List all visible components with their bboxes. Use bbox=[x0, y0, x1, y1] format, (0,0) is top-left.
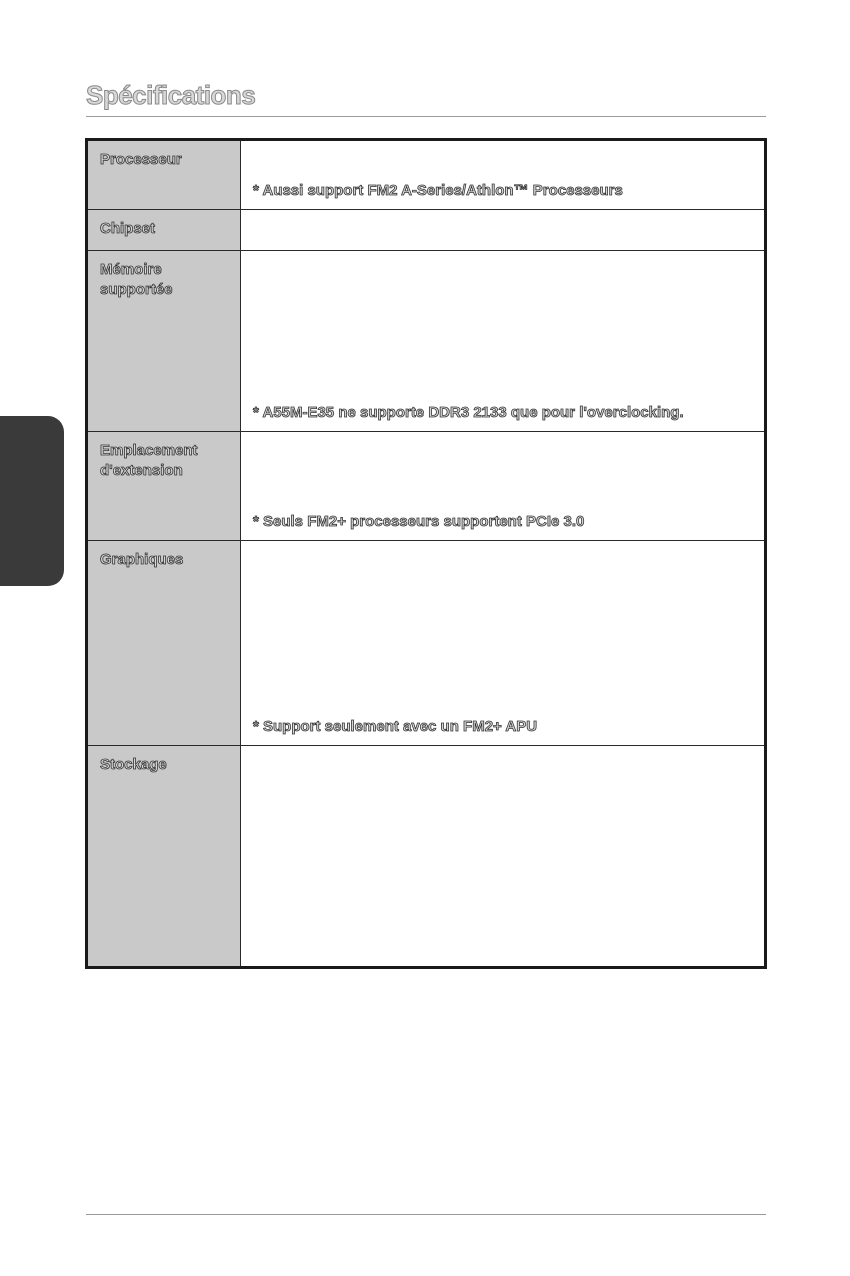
chapter-side-tab bbox=[0, 416, 64, 586]
title-divider bbox=[86, 116, 766, 117]
spec-content bbox=[241, 210, 766, 251]
spec-content bbox=[241, 251, 766, 432]
spec-content bbox=[241, 140, 766, 210]
spec-row-memoire bbox=[87, 251, 766, 432]
spec-label: Mémoire supportée bbox=[87, 251, 241, 432]
specifications-table bbox=[85, 138, 767, 969]
spec-row-graphiques bbox=[87, 541, 766, 746]
spec-row-chipset bbox=[87, 210, 766, 251]
spec-content bbox=[241, 432, 766, 541]
spec-content bbox=[241, 541, 766, 746]
spec-note: * Seuls FM2+ processeurs supportent PCIe 3.0 bbox=[253, 513, 585, 530]
spec-label: Stockage bbox=[87, 746, 241, 968]
spec-label: Emplacement d'extension bbox=[87, 432, 241, 541]
spec-row-processeur bbox=[87, 140, 766, 210]
spec-note: * Support seulement avec un FM2+ APU bbox=[253, 718, 538, 735]
spec-note: * Aussi support FM2 A-Series/Athlon™ Processeurs bbox=[253, 182, 623, 199]
spec-label: Chipset bbox=[87, 210, 241, 251]
spec-label: Graphiques bbox=[87, 541, 241, 746]
spec-row-stockage bbox=[87, 746, 766, 968]
spec-row-emplacement bbox=[87, 432, 766, 541]
spec-content bbox=[241, 746, 766, 968]
page-title: Spécifications bbox=[86, 80, 256, 110]
spec-note: * A55M-E35 ne supporte DDR3 2133 que pour l'overclocking. bbox=[253, 404, 684, 421]
footer-divider bbox=[86, 1214, 766, 1215]
spec-label: Processeur bbox=[87, 140, 241, 210]
